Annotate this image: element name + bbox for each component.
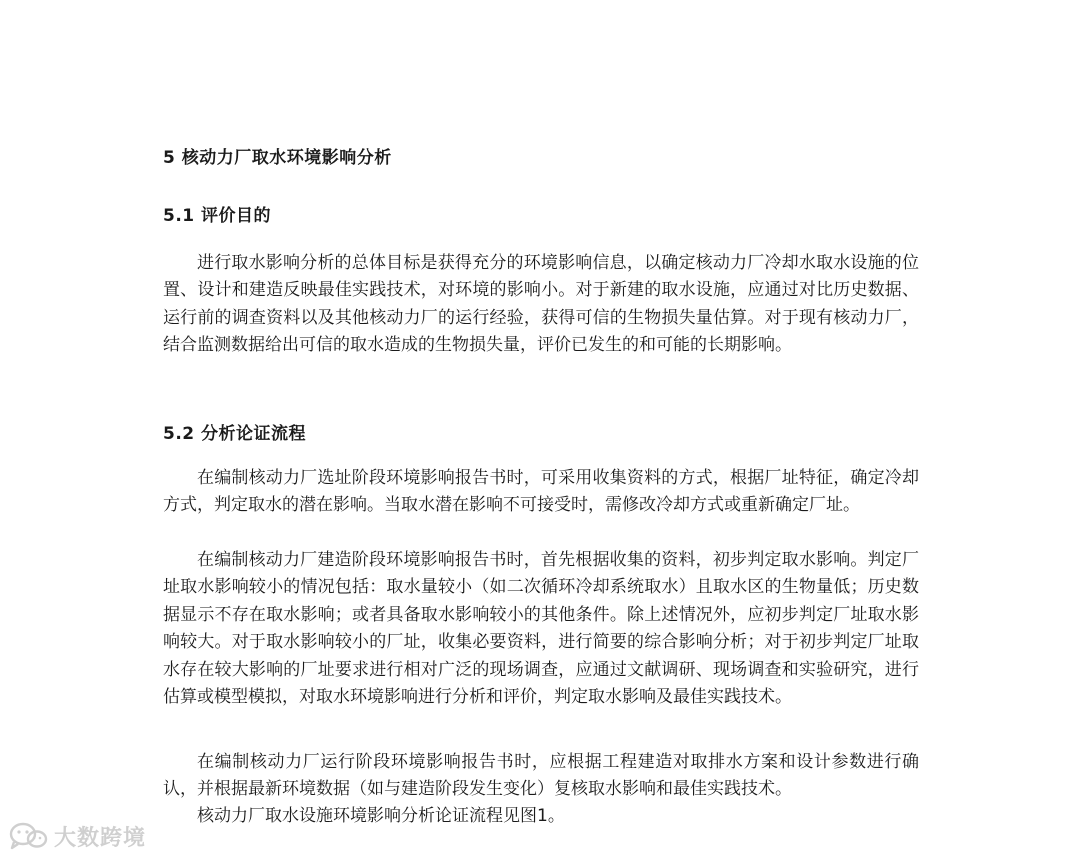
section-5-2-paragraph-4: 核动力厂取水设施环境影响分析论证流程见图1。 — [197, 806, 565, 826]
watermark-text: 大数跨境 — [54, 825, 147, 851]
wechat-logo-icon — [8, 821, 48, 851]
section-5-2-paragraph-3: 在编制核动力厂运行阶段环境影响报告书时，应根据工程建造对取排水方案和设计参数进行确认，并根据最新环境数据（如与建造阶段发生变化）复核取水影响和最佳实践技术。 — [163, 752, 919, 800]
section-5-1-heading: 5.1 评价目的 — [163, 206, 272, 226]
section-5-1-paragraph-1: 进行取水影响分析的总体目标是获得充分的环境影响信息，以确定核动力厂冷却水取水设施的位置、设计和建造反映最佳实践技术，对环境的影响小。对于新建的取水设施，应通过对比历史数据、运行前的调查资料以及其他核动力厂的运行经验，获得可信的生物损失量估算。对于现有核动力厂，结合监测数据给出可信的取水造成的生物损失量，评价已发生的和可能的长期影响。 — [163, 253, 919, 356]
section-5-heading: 5 核动力厂取水环境影响分析 — [163, 148, 392, 168]
watermark — [8, 820, 146, 852]
section-5-2-heading: 5.2 分析论证流程 — [163, 424, 307, 444]
section-5-2-paragraph-1: 在编制核动力厂选址阶段环境影响报告书时，可采用收集资料的方式，根据厂址特征，确定冷却方式，判定取水的潜在影响。当取水潜在影响不可接受时，需修改冷却方式或重新确定厂址。 — [163, 468, 919, 516]
section-5-2-paragraph-2: 在编制核动力厂建造阶段环境影响报告书时，首先根据收集的资料，初步判定取水影响。判定厂址取水影响较小的情况包括：取水量较小（如二次循环冷却系统取水）且取水区的生物量低；历史数据显示不存在取水影响；或者具备取水影响较小的其他条件。除上述情况外，应初步判定厂址取水影响较大。对于取水影响较小的厂址，收集必要资料，进行简要的综合影响分析；对于初步判定厂址取水存在较大影响的厂址要求进行相对广泛的现场调查，应通过文献调研、现场调查和实验研究，进行估算或模型模拟，对取水环境影响进行分析和评价，判定取水影响及最佳实践技术。 — [163, 550, 919, 708]
